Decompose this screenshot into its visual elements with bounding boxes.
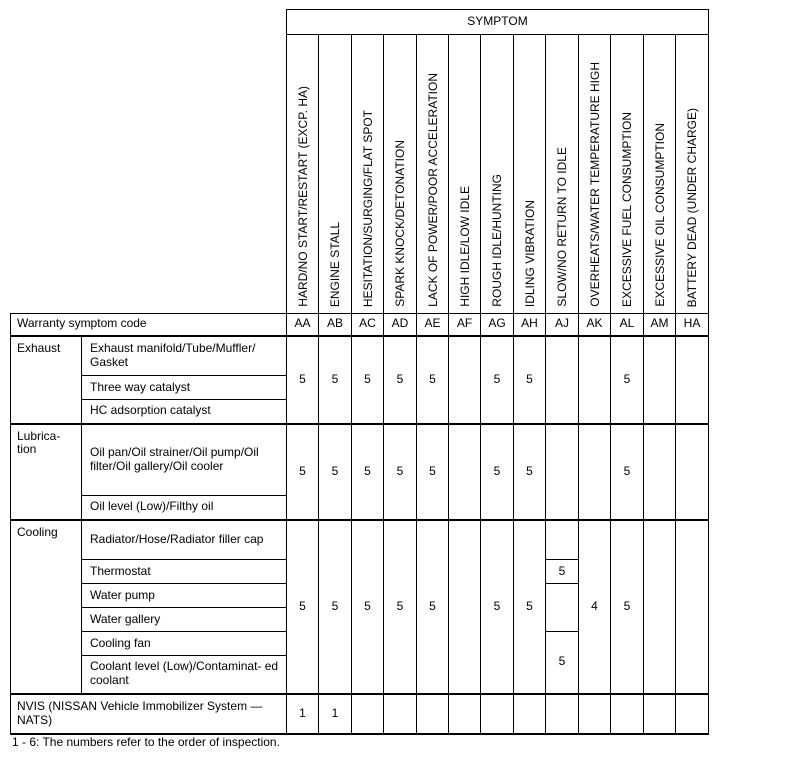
symptom-name: HARD/NO START/RESTART (EXCP. HA) bbox=[295, 86, 310, 307]
diagnosis-table bbox=[10, 9, 709, 735]
value-cell bbox=[676, 694, 709, 734]
exhaust-row bbox=[11, 336, 709, 376]
symptom-name: ROUGH IDLE/HUNTING bbox=[490, 174, 504, 307]
item-water-gallery: Water gallery bbox=[82, 608, 287, 632]
value-cell: 5 bbox=[481, 424, 514, 520]
symptom-code: HA bbox=[676, 314, 709, 336]
value-cell: 5 bbox=[611, 424, 644, 520]
symptom-header-cell bbox=[352, 35, 384, 314]
item-three-way-catalyst: Three way catalyst bbox=[82, 376, 287, 400]
value-cell bbox=[644, 424, 676, 520]
category-cooling: Cooling bbox=[11, 520, 82, 694]
symptom-header-cell bbox=[514, 35, 546, 314]
item-oil-pan: Oil pan/Oil strainer/Oil pump/Oil filter/Oil gallery/Oil cooler bbox=[82, 424, 287, 496]
symptom-code: AA bbox=[287, 314, 319, 336]
symptom-code: AE bbox=[417, 314, 449, 336]
symptom-name: LACK OF POWER/POOR ACCELERATION bbox=[425, 73, 440, 307]
item-nvis: NVIS (NISSAN Vehicle Immobilizer System — NATS) bbox=[11, 694, 287, 734]
symptom-name: EXCESSIVE OIL CONSUMPTION bbox=[652, 123, 667, 307]
value-cell: 4 bbox=[579, 520, 611, 694]
value-cell: 5 bbox=[514, 336, 546, 424]
item-coolant-level: Coolant level (Low)/Contaminat- ed coolant bbox=[82, 656, 287, 694]
symptom-header-cell bbox=[384, 35, 417, 314]
item-cooling-fan: Cooling fan bbox=[82, 632, 287, 656]
symptom-header-cell bbox=[449, 35, 481, 314]
item-exhaust-manifold: Exhaust manifold/Tube/Muffler/ Gasket bbox=[82, 336, 287, 376]
footnote: 1 - 6: The numbers refer to the order of inspection. bbox=[12, 735, 280, 749]
symptom-name: ENGINE STALL bbox=[328, 221, 342, 307]
warranty-code-row bbox=[11, 314, 709, 336]
value-cell bbox=[579, 424, 611, 520]
symptom-name: SPARK KNOCK/DETONATION bbox=[393, 140, 407, 307]
value-cell: 5 bbox=[546, 560, 579, 584]
value-cell bbox=[449, 336, 481, 424]
value-cell bbox=[579, 336, 611, 424]
value-cell bbox=[449, 520, 481, 694]
value-cell bbox=[676, 424, 709, 520]
value-cell: 5 bbox=[352, 424, 384, 520]
value-cell bbox=[546, 336, 579, 424]
value-cell bbox=[611, 694, 644, 734]
value-cell bbox=[644, 694, 676, 734]
symptom-header-cell bbox=[319, 35, 352, 314]
item-hc-adsorption-catalyst: HC adsorption catalyst bbox=[82, 400, 287, 424]
value-cell: 5 bbox=[287, 424, 319, 520]
value-cell bbox=[579, 694, 611, 734]
value-cell bbox=[449, 424, 481, 520]
value-cell bbox=[644, 520, 676, 694]
symptom-name: OVERHEATS/WATER TEMPERATURE HIGH bbox=[587, 62, 602, 307]
value-cell: 5 bbox=[481, 336, 514, 424]
symptom-name: BATTERY DEAD (UNDER CHARGE) bbox=[685, 107, 699, 307]
warranty-label: Warranty symptom code bbox=[11, 314, 287, 336]
symptom-code: AD bbox=[384, 314, 417, 336]
category-exhaust: Exhaust bbox=[11, 336, 82, 424]
value-cell: 5 bbox=[319, 424, 352, 520]
value-cell bbox=[676, 520, 709, 694]
value-cell: 5 bbox=[319, 520, 352, 694]
value-cell: 5 bbox=[352, 520, 384, 694]
symptom-name: SLOW/NO RETURN TO IDLE bbox=[555, 147, 569, 307]
cooling-row bbox=[11, 520, 709, 560]
value-cell bbox=[481, 694, 514, 734]
value-cell: 5 bbox=[287, 336, 319, 424]
value-cell: 1 bbox=[287, 694, 319, 734]
blank-corner-cell bbox=[11, 10, 287, 314]
value-cell bbox=[546, 424, 579, 520]
symptom-name: EXCESSIVE FUEL CONSUMPTION bbox=[620, 112, 634, 307]
nvis-row bbox=[11, 694, 709, 734]
value-cell: 5 bbox=[514, 424, 546, 520]
lubrication-row bbox=[11, 424, 709, 496]
item-thermostat: Thermostat bbox=[82, 560, 287, 584]
value-cell bbox=[546, 584, 579, 632]
value-cell bbox=[417, 694, 449, 734]
category-lubrication: Lubrica- tion bbox=[11, 424, 82, 520]
value-cell: 5 bbox=[514, 520, 546, 694]
symptom-code: AC bbox=[352, 314, 384, 336]
value-cell bbox=[352, 694, 384, 734]
value-cell bbox=[449, 694, 481, 734]
value-cell: 5 bbox=[384, 520, 417, 694]
value-cell: 5 bbox=[611, 336, 644, 424]
symptom-name: IDLING VIBRATION bbox=[522, 199, 537, 307]
symptom-header-cell bbox=[481, 35, 514, 314]
symptom-header-cell bbox=[546, 35, 579, 314]
value-cell: 5 bbox=[319, 336, 352, 424]
symptom-code: AB bbox=[319, 314, 352, 336]
value-cell bbox=[676, 336, 709, 424]
symptom-header-cell bbox=[676, 35, 709, 314]
symptom-name: HIGH IDLE/LOW IDLE bbox=[457, 186, 472, 307]
item-radiator: Radiator/Hose/Radiator filler cap bbox=[82, 520, 287, 560]
symptom-code: AG bbox=[481, 314, 514, 336]
symptom-header-cell bbox=[579, 35, 611, 314]
symptom-code: AJ bbox=[546, 314, 579, 336]
value-cell: 5 bbox=[417, 520, 449, 694]
value-cell: 1 bbox=[319, 694, 352, 734]
value-cell: 5 bbox=[384, 424, 417, 520]
symptom-name: HESITATION/SURGING/FLAT SPOT bbox=[360, 109, 375, 307]
symptom-code: AL bbox=[611, 314, 644, 336]
symptom-header-cell bbox=[644, 35, 676, 314]
symptom-header-cell bbox=[417, 35, 449, 314]
symptom-code: AH bbox=[514, 314, 546, 336]
symptom-header: SYMPTOM bbox=[287, 10, 709, 35]
item-oil-level: Oil level (Low)/Filthy oil bbox=[82, 496, 287, 520]
value-cell: 5 bbox=[352, 336, 384, 424]
value-cell: 5 bbox=[417, 424, 449, 520]
value-cell: 5 bbox=[481, 520, 514, 694]
value-cell bbox=[546, 520, 579, 560]
symptom-header-cell bbox=[611, 35, 644, 314]
value-cell bbox=[644, 336, 676, 424]
value-cell bbox=[546, 694, 579, 734]
value-cell: 5 bbox=[287, 520, 319, 694]
value-cell: 5 bbox=[611, 520, 644, 694]
item-water-pump: Water pump bbox=[82, 584, 287, 608]
symptom-code: AK bbox=[579, 314, 611, 336]
value-cell: 5 bbox=[417, 336, 449, 424]
value-cell: 5 bbox=[384, 336, 417, 424]
value-cell bbox=[384, 694, 417, 734]
symptom-code: AM bbox=[644, 314, 676, 336]
value-cell: 5 bbox=[546, 632, 579, 694]
symptom-code: AF bbox=[449, 314, 481, 336]
value-cell bbox=[514, 694, 546, 734]
symptom-header-cell bbox=[287, 35, 319, 314]
